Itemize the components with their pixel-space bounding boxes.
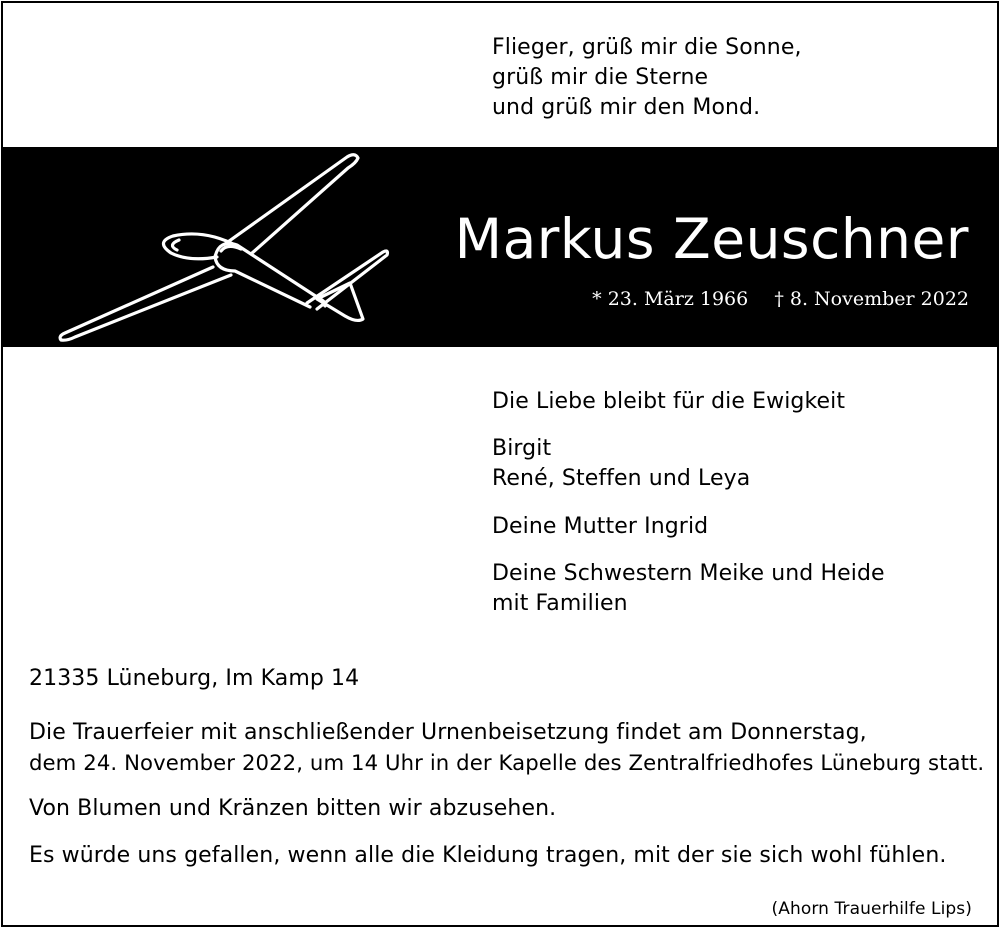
flowers-note: Von Blumen und Kränzen bitten wir abzusehen.	[29, 796, 557, 821]
mourner-mother: Deine Mutter Ingrid	[492, 514, 709, 539]
death-date: † 8. November 2022	[774, 288, 969, 310]
poem-line-2: grüß mir die Sterne	[492, 65, 709, 90]
funeral-line-1: Die Trauerfeier mit anschließender Urnenbeisetzung findet am Donnerstag,	[29, 720, 867, 745]
motto: Die Liebe bleibt für die Ewigkeit	[492, 389, 846, 414]
life-dates	[592, 287, 969, 311]
glider-icon	[55, 149, 395, 344]
poem-line-3: und grüß mir den Mond.	[492, 95, 761, 120]
clothing-note: Es würde uns gefallen, wenn alle die Kleidung tragen, mit der sie sich wohl fühlen.	[29, 843, 947, 868]
funeral-home-credit: (Ahorn Trauerhilfe Lips)	[771, 899, 972, 919]
name-banner	[3, 147, 997, 347]
mourner-children: René, Steffen und Leya	[492, 466, 751, 491]
poem-line-1: Flieger, grüß mir die Sonne,	[492, 35, 802, 60]
mourner-sisters-line-1: Deine Schwestern Meike und Heide	[492, 561, 885, 586]
deceased-name: Markus Zeuschner	[454, 207, 969, 271]
address: 21335 Lüneburg, Im Kamp 14	[29, 666, 360, 691]
mourner-spouse: Birgit	[492, 436, 552, 461]
mourner-sisters-line-2: mit Familien	[492, 591, 628, 616]
birth-date: * 23. März 1966	[592, 288, 749, 310]
funeral-line-2: dem 24. November 2022, um 14 Uhr in der Kapelle des Zentralfriedhofes Lüneburg statt.	[29, 750, 985, 775]
